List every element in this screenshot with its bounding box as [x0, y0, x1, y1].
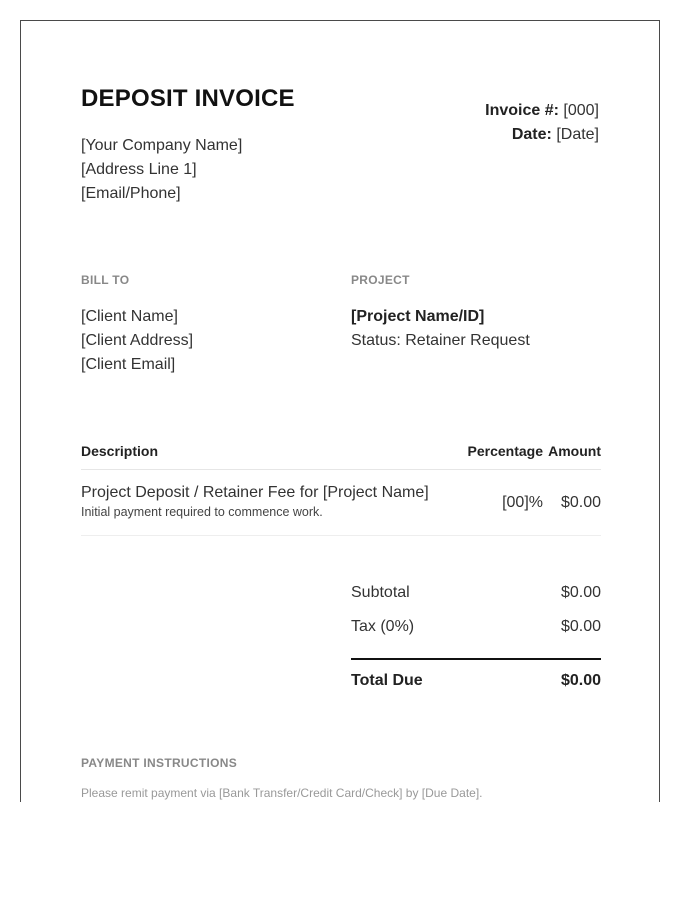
payment-instructions-text: Please remit payment via [Bank Transfer/Credit Card/Check] by [Due Date]. — [81, 786, 483, 800]
project-name: [Project Name/ID] — [351, 308, 485, 325]
tax-label: Tax (0%) — [351, 618, 415, 635]
bill-to-heading: BILL TO — [81, 273, 130, 287]
project-status: Status: Retainer Request — [351, 332, 530, 349]
bill-to-block — [81, 305, 193, 377]
total-due-value: $0.00 — [560, 672, 601, 689]
invoice-page — [20, 20, 660, 802]
company-info — [81, 134, 242, 206]
item-description: Project Deposit / Retainer Fee for [Project Name] — [81, 484, 429, 501]
project-block — [351, 305, 530, 353]
invoice-number-value: [000] — [563, 102, 599, 119]
invoice-meta — [485, 99, 599, 147]
subtotal-value: $0.00 — [560, 584, 601, 601]
description-column-header: Description — [81, 443, 159, 459]
invoice-date-label: Date: — [511, 126, 552, 143]
invoice-number-label: Invoice #: — [485, 102, 559, 119]
percentage-column-header: Percentage — [467, 443, 543, 459]
subtotal-row — [351, 581, 601, 615]
subtotal-label: Subtotal — [351, 584, 410, 601]
total-row — [351, 660, 601, 694]
client-name: [Client Name] — [81, 308, 178, 325]
client-address: [Client Address] — [81, 332, 194, 349]
amount-column-header: Amount — [548, 443, 601, 459]
invoice-date-value: [Date] — [556, 126, 599, 143]
invoice-number-line — [485, 99, 599, 123]
total-due-label: Total Due — [351, 672, 423, 689]
item-amount: $0.00 — [560, 494, 601, 511]
tax-value: $0.00 — [560, 618, 601, 635]
company-contact: [Email/Phone] — [81, 185, 181, 202]
line-items-header — [81, 443, 601, 470]
invoice-title: DEPOSIT INVOICE — [81, 85, 295, 112]
payment-instructions-heading: PAYMENT INSTRUCTIONS — [81, 756, 238, 770]
item-percentage: [00]% — [502, 494, 543, 511]
company-name: [Your Company Name] — [81, 137, 243, 154]
client-email: [Client Email] — [81, 356, 176, 373]
totals-section — [351, 581, 601, 694]
invoice-date-line — [485, 123, 599, 147]
tax-row — [351, 615, 601, 649]
company-address: [Address Line 1] — [81, 161, 197, 178]
item-note: Initial payment required to commence work. — [81, 505, 323, 519]
project-heading: PROJECT — [351, 273, 410, 287]
table-row — [81, 469, 601, 536]
